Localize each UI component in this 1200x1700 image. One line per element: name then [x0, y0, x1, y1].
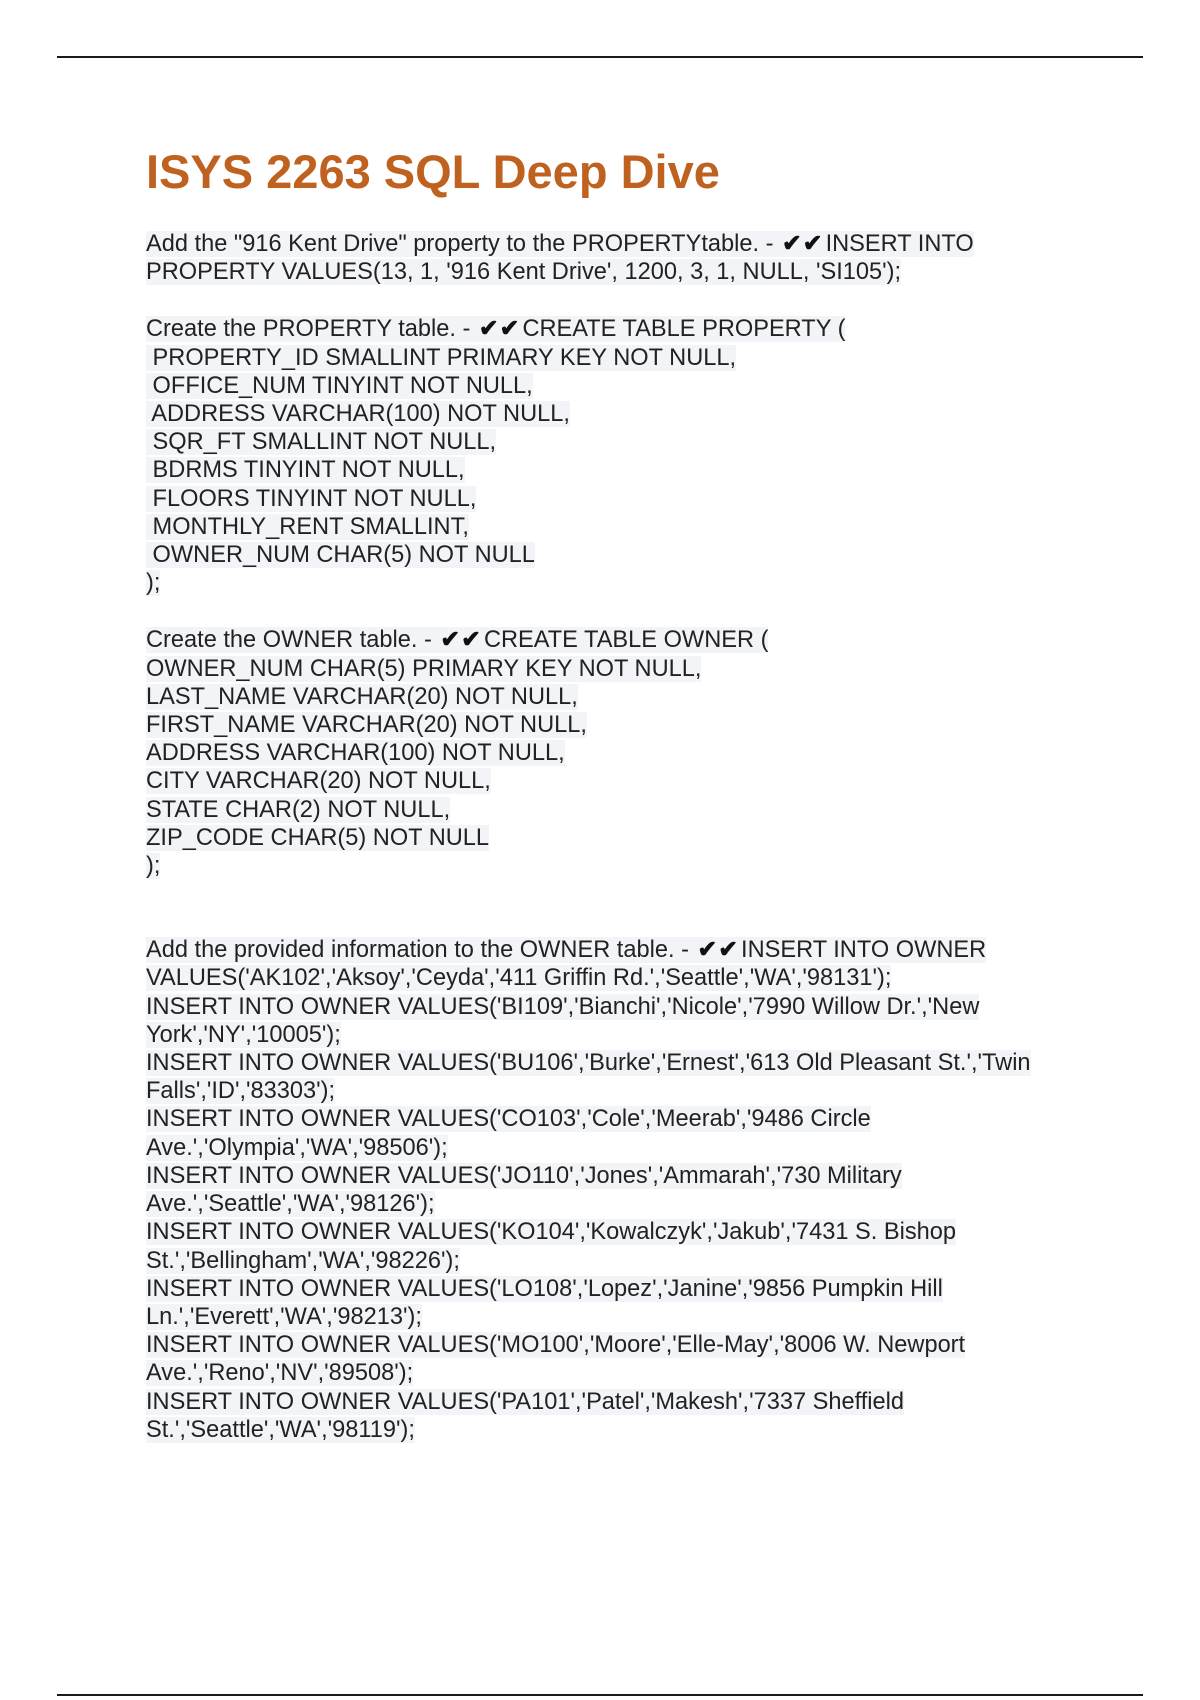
answer-line: Ave.','Olympia','WA','98506'); [146, 1134, 448, 1161]
bottom-rule [57, 1694, 1143, 1696]
answer-line: OFFICE_NUM TINYINT NOT NULL, [146, 372, 533, 399]
answer-line: FLOORS TINYINT NOT NULL, [146, 485, 477, 512]
qa-first-line [146, 936, 1076, 964]
question-text: Create the OWNER table. - [146, 627, 439, 654]
answer-line: Ln.','Everett','WA','98213'); [146, 1303, 422, 1330]
answer-line: INSERT INTO OWNER VALUES('PA101','Patel','Makesh','7337 Sheffield [146, 1388, 905, 1415]
answer-line: CITY VARCHAR(20) NOT NULL, [146, 768, 491, 795]
answer-line: MONTHLY_RENT SMALLINT, [146, 513, 469, 540]
document-body [146, 140, 1076, 1473]
answer-line: INSERT INTO OWNER VALUES('JO110','Jones','Ammarah','730 Military [146, 1162, 902, 1189]
answer-line: Falls','ID','83303'); [146, 1078, 336, 1105]
answer-line: ); [146, 853, 161, 880]
answer-text: CREATE TABLE PROPERTY ( [522, 316, 846, 343]
qa-first-line [146, 626, 1076, 654]
answer-line: STATE CHAR(2) NOT NULL, [146, 796, 451, 823]
double-check-icon: ✔✔ [440, 627, 482, 654]
answer-line: FIRST_NAME VARCHAR(20) NOT NULL, [146, 712, 587, 739]
top-rule [57, 56, 1143, 58]
question-text: Add the "916 Kent Drive" property to the PROPERTYtable. - [146, 231, 781, 257]
answer-line: ADDRESS VARCHAR(100) NOT NULL, [146, 740, 565, 767]
answer-line: INSERT INTO OWNER VALUES('KO104','Kowalczyk','Jakub','7431 S. Bishop [146, 1219, 956, 1246]
answer-line: Ave.','Seattle','WA','98126'); [146, 1191, 435, 1218]
answer-line: PROPERTY_ID SMALLINT PRIMARY KEY NOT NULL, [146, 344, 737, 371]
answer-line: St.','Bellingham','WA','98226'); [146, 1247, 460, 1274]
answer-line: PROPERTY VALUES(13, 1, '916 Kent Drive', 1200, 3, 1, NULL, 'SI105'); [146, 259, 902, 286]
qa-item-3 [146, 626, 1076, 880]
double-check-icon: ✔✔ [478, 316, 521, 343]
answer-line: INSERT INTO OWNER VALUES('BI109','Bianchi','Nicole','7990 Willow Dr.','New [146, 993, 980, 1020]
answer-line: OWNER_NUM CHAR(5) NOT NULL [146, 542, 535, 569]
question-text: Create the PROPERTY table. - [146, 316, 477, 343]
answer-line: VALUES('AK102','Aksoy','Ceyda','411 Griffin Rd.','Seattle','WA','98131'); [146, 965, 892, 992]
answer-line: INSERT INTO OWNER VALUES('LO108','Lopez','Janine','9856 Pumpkin Hill [146, 1275, 943, 1302]
question-text: Add the provided information to the OWNER table. - [146, 937, 696, 964]
answer-line: OWNER_NUM CHAR(5) PRIMARY KEY NOT NULL, [146, 655, 702, 682]
answer-line: ADDRESS VARCHAR(100) NOT NULL, [146, 401, 570, 428]
answer-line: INSERT INTO OWNER VALUES('BU106','Burke','Ernest','613 Old Pleasant St.','Twin [146, 1050, 1031, 1077]
answer-line: Ave.','Reno','NV','89508'); [146, 1360, 414, 1387]
answer-line: York','NY','10005'); [146, 1021, 341, 1048]
answer-line: BDRMS TINYINT NOT NULL, [146, 457, 465, 484]
answer-text: CREATE TABLE OWNER ( [483, 627, 769, 654]
qa-item-1 [146, 230, 1076, 286]
answer-text: INSERT INTO OWNER [741, 937, 987, 964]
answer-line: LAST_NAME VARCHAR(20) NOT NULL, [146, 683, 578, 710]
answer-line: INSERT INTO OWNER VALUES('CO103','Cole','Meerab','9486 Circle [146, 1106, 871, 1133]
answer-text: INSERT INTO [825, 231, 974, 257]
double-check-icon: ✔✔ [782, 231, 824, 257]
answer-line: St.','Seattle','WA','98119'); [146, 1416, 415, 1443]
page-title: ISYS 2263 SQL Deep Dive [146, 145, 720, 198]
double-check-icon: ✔✔ [697, 937, 740, 964]
qa-item-4 [146, 936, 1076, 1444]
answer-line: SQR_FT SMALLINT NOT NULL, [146, 429, 497, 456]
qa-item-2 [146, 315, 1076, 597]
qa-first-line [146, 315, 1076, 343]
answer-line: ZIP_CODE CHAR(5) NOT NULL [146, 824, 490, 851]
answer-line: ); [146, 570, 161, 597]
qa-first-line [146, 230, 1076, 258]
answer-line: INSERT INTO OWNER VALUES('MO100','Moore','Elle-May','8006 W. Newport [146, 1332, 966, 1359]
